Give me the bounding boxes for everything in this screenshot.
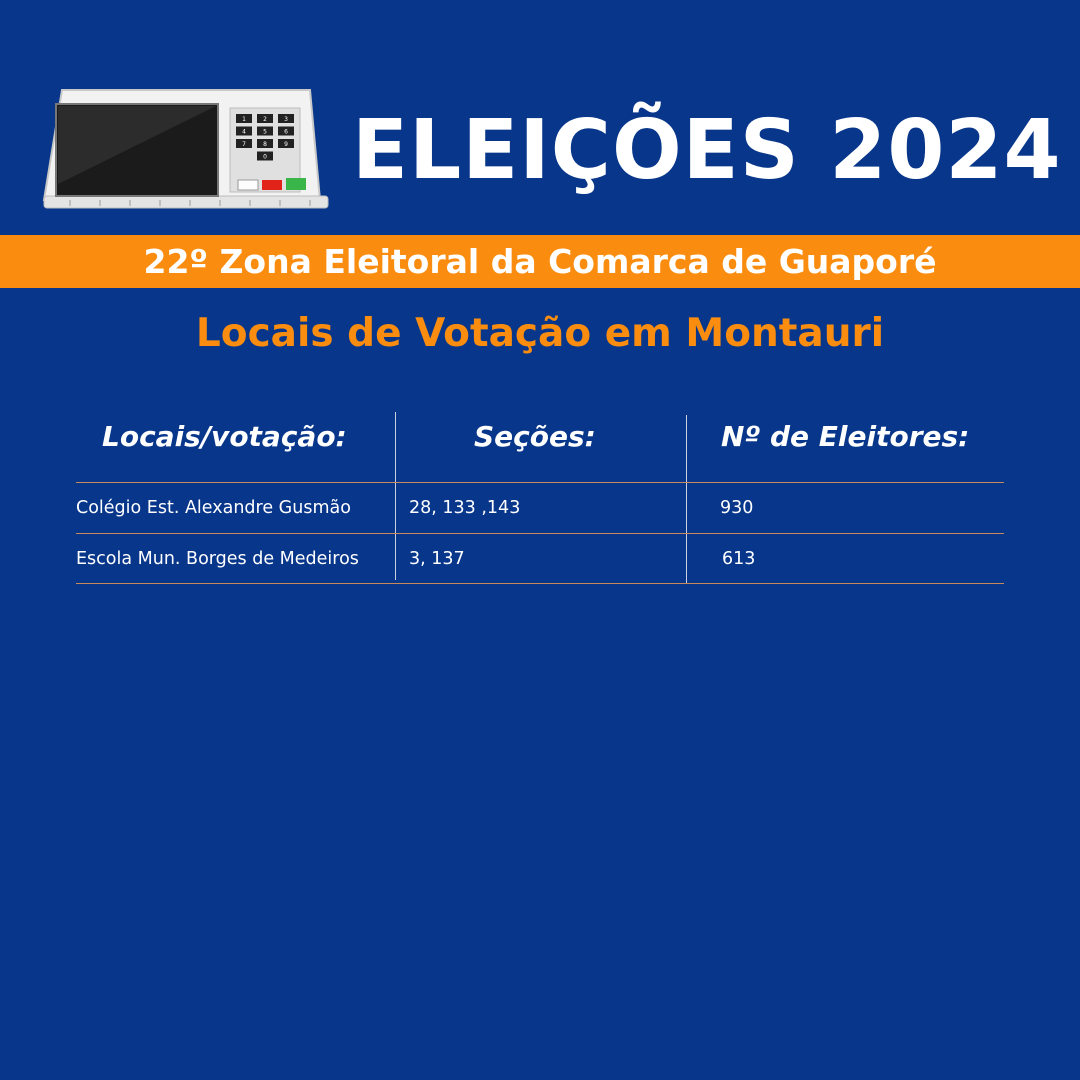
column-header-location: Locais/votação: — [102, 420, 347, 453]
keypad-key-label: 1 — [242, 116, 246, 123]
cell-location: Colégio Est. Alexandre Gusmão — [76, 498, 351, 518]
keypad-key-label: 7 — [242, 141, 246, 148]
row-divider — [76, 583, 1004, 584]
keypad-key-label: 5 — [263, 128, 267, 136]
main-title: ELEIÇÕES 2024 — [352, 103, 1062, 198]
cell-sections: 3, 137 — [409, 549, 465, 569]
keypad-key-label: 9 — [284, 141, 288, 148]
voting-machine-icon — [40, 84, 332, 212]
cell-location: Escola Mun. Borges de Medeiros — [76, 549, 359, 569]
column-header-sections: Seções: — [474, 420, 596, 453]
column-header-voters: Nº de Eleitores: — [721, 420, 970, 453]
cell-voters: 930 — [720, 498, 754, 518]
voting-locations-table — [76, 412, 1004, 584]
page-subtitle: Locais de Votação em Montauri — [195, 311, 885, 356]
cell-sections: 28, 133 ,143 — [409, 498, 521, 518]
column-divider — [686, 415, 687, 583]
keypad-key-label: 8 — [263, 141, 267, 148]
keypad-key-label: 6 — [284, 128, 288, 136]
keypad-key-label: 0 — [263, 153, 267, 161]
column-divider — [395, 412, 396, 580]
keypad-key-label: 3 — [284, 116, 288, 123]
keypad-key-label: 2 — [263, 116, 267, 123]
keypad-key-label: 4 — [242, 128, 246, 136]
zone-banner: 22º Zona Eleitoral da Comarca de Guaporé — [0, 235, 1080, 288]
cell-voters: 613 — [722, 549, 756, 569]
